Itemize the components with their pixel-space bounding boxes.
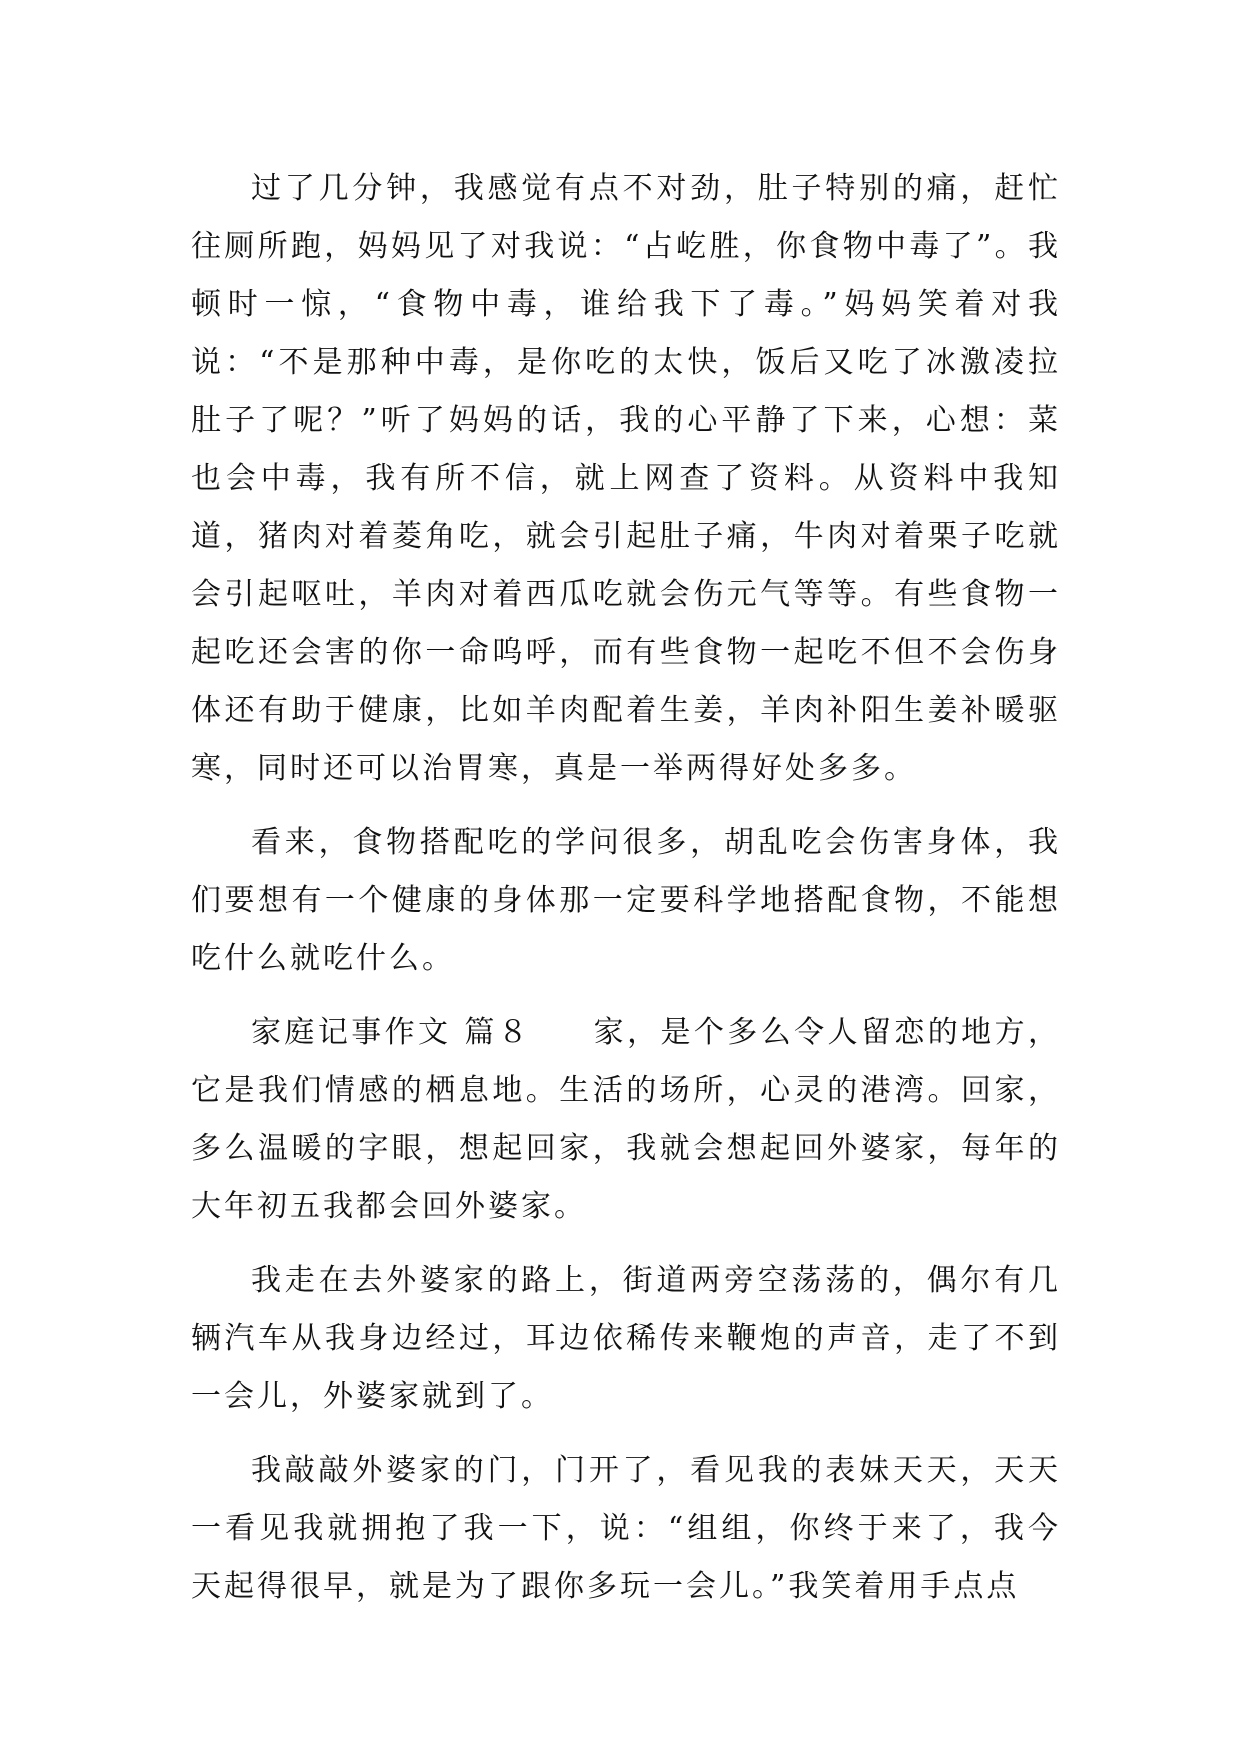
paragraph-food-poisoning: 过了几分钟，我感觉有点不对劲，肚子特别的痛，赶忙往厕所跑，妈妈见了对我说：“占屹胜，你食物中毒了”。我顿时一惊，“食物中毒，谁给我下了毒。”妈妈笑着对我说：“不是那种中毒，是你吃的太快，饭后又吃了冰激凌拉肚子了呢？”听了妈妈的话，我的心平静了下来，心想：菜也会中毒，我有所不信，就上网查了资料。从资料中我知道，猪肉对着菱角吃，就会引起肚子痛，牛肉对着栗子吃就会引起呕吐，羊肉对着西瓜吃就会伤元气等等。有些食物一起吃还会害的你一命呜呼，而有些食物一起吃不但不会伤身体还有助于健康，比如羊肉配着生姜，羊肉补阳生姜补暖驱寒，同时还可以治胃寒，真是一举两得好处多多。	[191, 171, 1061, 786]
paragraph-knock-door: 我敲敲外婆家的门，门开了，看见我的表妹天天，天天一看见我就拥抱了我一下，说：“组组，你终于来了，我今天起得很早，就是为了跟你多玩一会儿。”我笑着用手点点	[191, 1453, 1061, 1604]
paragraph-section-8	[191, 1004, 1061, 1236]
paragraph-food-conclusion: 看来，食物搭配吃的学问很多，胡乱吃会伤害身体，我们要想有一个健康的身体那一定要科学地搭配食物，不能想吃什么就吃什么。	[191, 825, 1061, 976]
section-first-paragraph: 家，是个多么令人留恋的地方，它是我们情感的栖息地。生活的场所，心灵的港湾。回家，多么温暖的字眼，想起回家，我就会想起回外婆家，每年的大年初五我都会回外婆家。	[191, 1015, 1062, 1224]
section-heading: 家庭记事作文 篇８	[251, 1015, 532, 1050]
paragraph-walk-to-grandma: 我走在去外婆家的路上，街道两旁空荡荡的，偶尔有几辆汽车从我身边经过，耳边依稀传来鞭炮的声音，走了不到一会儿，外婆家就到了。	[191, 1263, 1061, 1414]
document-page	[191, 160, 1061, 1616]
